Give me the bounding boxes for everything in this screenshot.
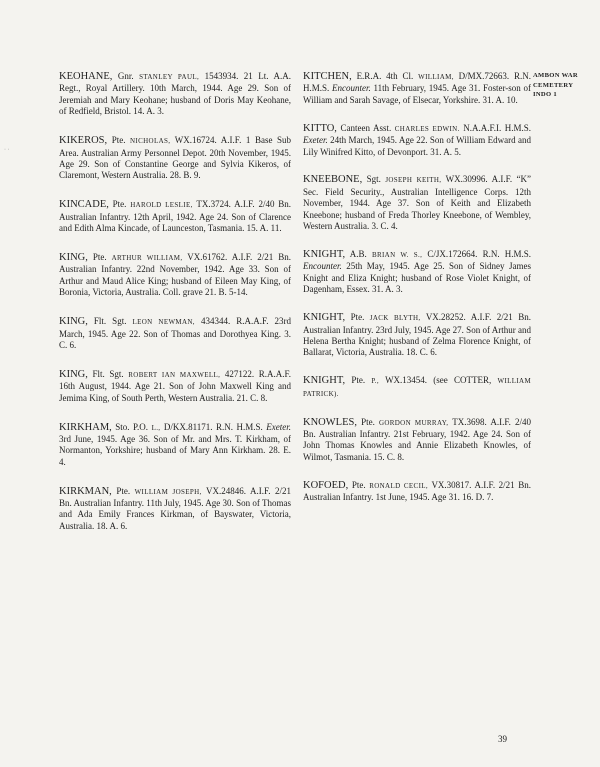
entry-kirkman [59,486,291,533]
surname: KIKEROS, [59,135,108,147]
surname: KITTO, [303,122,337,134]
ship-name: Exeter. [303,135,328,146]
entry-details: VX.28252. A.I.F. 2/21 Bn. Australian Infantry. 23rd July, 1945. Age 27. Son of Arthur and Helena Bertha Knight; husband of Zelma Florence Knight, of Ballarat, Victoria, Australia. 18. C. 6. [303,312,531,358]
surname: KEOHANE, [59,71,113,82]
surname: KITCHEN, [303,71,352,82]
cross-reference-name: WILLIAM PATRICK). [303,377,532,398]
entry-knowles [303,417,531,464]
entry-details: 427122. R.A.A.F. 16th August, 1944. Age 21. Son of John Maxwell King and Jemima King, of South Perth, Western Australia. 21. C. 8. [59,368,291,403]
given-names: ARTHUR WILLIAM, [111,253,183,262]
entry-knight-p [303,375,531,400]
given-names: JOSEPH KEITH, [385,176,442,185]
surname: KNOWLES, [303,416,357,428]
entry-kirkham [59,422,291,469]
surname: KIRKMAN, [59,485,112,497]
rank: A.B. [349,248,367,259]
margin-mark: · · [4,147,10,153]
given-names: RONALD CECIL, [369,481,428,490]
ship-name: Encounter. [303,261,342,272]
entry-kneebone [303,174,531,232]
entry-details: 24th March, 1945. Age 22. Son of William Edward and Lily Winifred Kitto, of Devonport. 31. A. 5. [303,135,531,157]
entry-kikeros [59,135,291,182]
surname: KNIGHT, [303,312,346,324]
service-number: C/JX.172664. R.N. H.M.S. [427,248,532,259]
entry-details: WX.30996. A.I.F. “K” Sec. Field Security., Australian Intelligence Corps. 12th November, 1944. Age 37. Son of Keith and Elizabeth Kneebone; husband of Freda Thorley Kneebone, of Wembley, Western Australia. 3. C. 4. [303,174,532,232]
given-names: NICHOLAS, [130,137,171,146]
entry-details: 25th May, 1945. Age 25. Son of Sidney James Knight and Eliza Knight; husband of Rose Violet Knight, of Dagenham, Essex. 31. A. 3. [303,261,531,295]
given-names: P., [371,377,379,386]
rank: Pte. [112,199,127,210]
rank: E.R.A. 4th Cl. [356,71,414,81]
given-names: GORDON MURRAY, [378,418,449,427]
rank: Gnr. [117,71,134,81]
entry-keohane [59,71,291,118]
surname: KNEEBONE, [303,174,363,186]
cemetery-heading-line: INDO 1 [533,91,557,99]
entry-king-leon [59,316,291,351]
entry-details: 1543934. 21 Lt. A.A. Regt., Royal Artillery. 10th March, 1944. Age 29. Son of Jeremiah and Mary Keohane; husband of Doris May Keohane, of Redfield, Bristol. 14. A. 3. [59,71,291,117]
entry-kofoed [303,480,531,504]
surname: KOFOED, [303,479,349,491]
rank: Pte. [351,375,366,386]
cemetery-heading-line: AMBON WAR [533,72,578,79]
right-column [303,71,531,520]
entry-knight-brian [303,249,531,296]
given-names: STANLEY PAUL, [139,73,200,81]
entry-details: TX.3698. A.I.F. 2/40 Bn. Australian Infantry. 21st February, 1942. Age 24. Son of John Thomas Knowles and Annie Elizabeth Knowles, of Wilmot, Tasmania. 15. C. 8. [303,416,532,462]
left-column [59,71,291,550]
surname: KNIGHT, [303,375,346,387]
service-number: D/MX.72663. R.N. H.M.S. [303,71,532,94]
entry-kitchen [303,71,531,106]
cemetery-heading-line: CEMETERY [533,81,574,89]
entry-details: VX.61762. A.I.F. 2/21 Bn. Australian Infantry. 22nd November, 1942. Age 33. Son of Arthur and Maud Alice King; husband of Eileen May King, of Boronia, Victoria, Australia. Coll. grave 21. B. 5-14. [59,251,291,298]
surname: KIRKHAM, [59,421,112,433]
entry-king-robert [59,369,291,404]
given-names: BRIAN W. S., [371,250,423,259]
given-names: WILLIAM JOSEPH, [134,487,202,496]
surname: KNIGHT, [303,248,346,260]
rank: Pte. [116,485,131,496]
entry-king-arthur [59,252,291,299]
service-number: N.A.A.F.I. H.M.S. [463,122,532,133]
surname: KING, [59,316,88,328]
entry-details: 434344. R.A.A.F. 23rd March, 1945. Age 22. Son of Thomas and Dorothyea King. 3. C. 6. [59,316,292,350]
entry-kincade [59,199,291,234]
surname: KING, [59,368,88,380]
given-names: CHARLES EDWIN. [394,124,460,133]
cross-reference: WX.13454. (see COTTER, [385,375,492,386]
entry-knight-jack [303,312,531,359]
rank: Sto. P.O. [115,421,149,432]
entry-details: VX.30817. A.I.F. 2/21 Bn. Australian Infantry. 1st June, 1945. Age 31. 16. D. 7. [303,479,532,503]
entry-details: 11th February, 1945. Age 31. Foster-son of William and Sarah Savage, of Elsecar, Yorkshire. 31. A. 10. [303,83,532,105]
rank: Flt. Sgt. [92,368,124,379]
entry-details: 3rd June, 1945. Age 36. Son of Mr. and Mrs. T. Kirkham, of Normanton, Yorkshire; husband of Mary Ann Kirkham. 28. E. 4. [59,433,291,467]
entry-details: WX.16724. A.I.F. 1 Base Sub Area. Australian Army Personnel Depot. 20th November, 1945. Age 29. Son of Constantine George and Sylvia Kikeros, of Claremont, Western Australia. 28. B. 9. [59,135,292,181]
surname: KINCADE, [59,199,109,211]
page-number: 39 [498,734,507,744]
entry-details: VX.24846. A.I.F. 2/21 Bn. Australian Infantry. 11th July, 1945. Age 30. Son of Thomas and Ada Emily Frances Kirkman, of Bayswater, Victoria, Australia. 18. A. 6. [59,485,292,531]
entry-details: TX.3724. A.I.F. 2/40 Bn. Australian Infantry. 12th April, 1942. Age 24. Son of Clarence and Edith Alma Kincade, of Launceston, Tasmania. 15. A. 11. [59,199,291,234]
rank: Pte. [361,416,375,427]
rank: Flt. Sgt. [93,316,127,327]
given-names: LEON NEWMAN, [132,318,195,327]
rank: Pte. [351,479,366,490]
rank: Pte. [111,135,126,146]
rank: Sgt. [366,174,381,185]
entry-kitto [303,123,531,158]
ship-name: Encounter. [332,83,371,94]
given-names: WILLIAM, [418,73,454,81]
rank: Pte. [350,312,365,323]
given-names: L., [151,423,161,432]
rank: Pte. [92,251,107,262]
service-number: D/KX.81171. R.N. H.M.S. [163,421,263,432]
cemetery-heading [533,71,595,100]
surname: KING, [59,251,88,263]
given-names: ROBERT IAN MAXWELL, [128,370,221,379]
ship-name: Exeter. [266,421,292,432]
given-names: JACK BLYTH, [369,314,421,323]
given-names: HAROLD LESLIE, [130,201,193,210]
rank: Canteen Asst. [340,122,392,133]
